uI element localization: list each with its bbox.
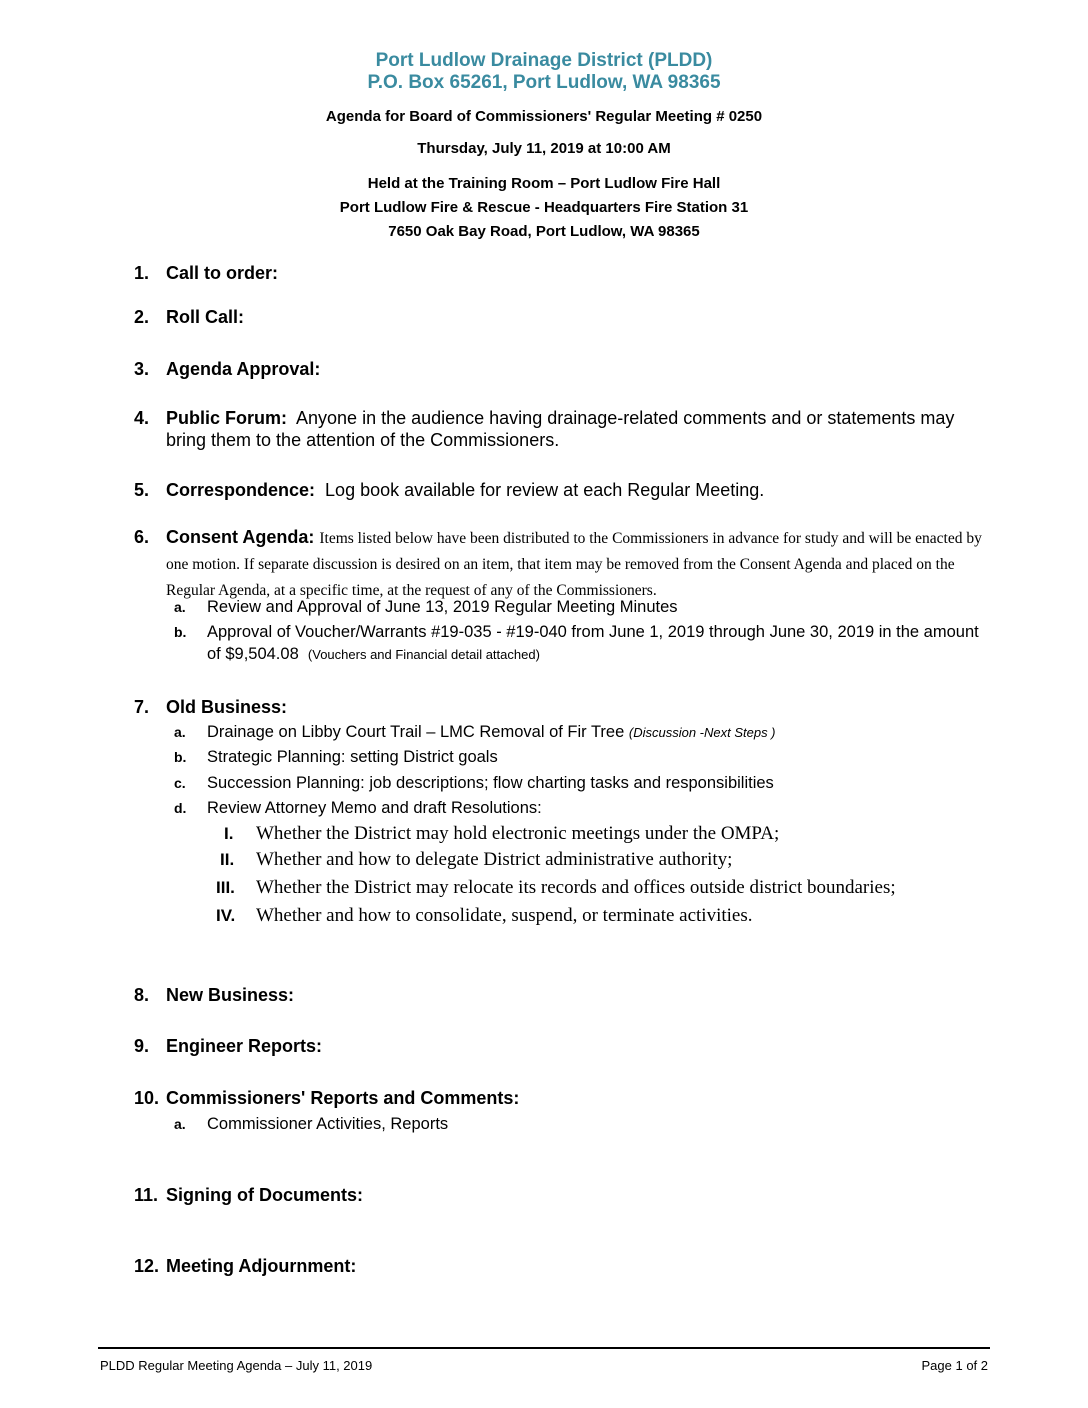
resolution-text: Whether the District may hold electronic meetings under the OMPA; xyxy=(256,823,780,844)
item-number: 2. xyxy=(134,307,150,327)
item-number: 8. xyxy=(134,985,150,1005)
subitem-note: (Discussion -Next Steps ) xyxy=(628,725,776,740)
item-title: Signing of Documents: xyxy=(166,1185,363,1205)
subitem-text: Drainage on Libby Court Trail – LMC Removal of Fir Tree xyxy=(207,723,625,741)
item-description: Log book available for review at each Regular Meeting. xyxy=(325,480,765,500)
subitem-text: Strategic Planning: setting District goals xyxy=(207,748,498,766)
item-title: New Business: xyxy=(166,985,295,1005)
roman-numeral: I. xyxy=(224,824,234,843)
subitem-text: Review Attorney Memo and draft Resolutions: xyxy=(207,799,542,817)
item-number: 7. xyxy=(134,697,150,717)
agenda-title: Agenda for Board of Commissioners' Regular Meeting # 0250 xyxy=(325,108,763,125)
roman-numeral: III. xyxy=(216,878,235,897)
item-title: Engineer Reports: xyxy=(166,1036,323,1056)
document-header xyxy=(0,50,1088,244)
org-name: Port Ludlow Drainage District (PLDD) xyxy=(375,50,713,71)
item-title: Agenda Approval: xyxy=(166,359,321,379)
roman-numeral: IV. xyxy=(216,906,236,925)
item-description: Anyone in the audience having drainage-related comments and or statements may bring them to the attention of the Commissioners. xyxy=(166,408,955,450)
item-number: 10. xyxy=(134,1088,160,1108)
meeting-datetime: Thursday, July 11, 2019 at 10:00 AM xyxy=(417,140,671,157)
subitem-letter: c. xyxy=(174,775,186,791)
subitem-text: Approval of Voucher/Warrants #19-035 - #19-040 from June 1, 2019 through June 30, 2019 in the amount of $9,504.08 xyxy=(207,623,979,663)
subitem-letter: d. xyxy=(174,800,187,816)
subitem-text: Succession Planning: job descriptions; flow charting tasks and responsibilities xyxy=(207,774,774,792)
item-description: Items listed below have been distributed to the Commissioners in advance for study and will be enacted by one motion. If separate discussion is desired on an item, that item may be removed from the Consent Agenda and placed on the Regular Agenda, at a specific time, at the request of any of the Commissioners. xyxy=(166,530,982,599)
footer-page-number: Page 1 of 2 xyxy=(921,1358,988,1373)
resolution-text: Whether the District may relocate its records and offices outside district boundaries; xyxy=(256,877,896,898)
item-title: Public Forum: xyxy=(166,408,287,428)
item-number: 4. xyxy=(134,408,150,428)
subitem-letter: b. xyxy=(174,624,187,640)
item-number: 9. xyxy=(134,1036,150,1056)
venue-line-1: Held at the Training Room – Port Ludlow Fire Hall xyxy=(367,175,721,192)
subitem-letter: a. xyxy=(174,1116,186,1132)
subitem-text: Review and Approval of June 13, 2019 Regular Meeting Minutes xyxy=(207,598,678,616)
item-number: 1. xyxy=(134,263,150,283)
venue-line-2: Port Ludlow Fire & Rescue - Headquarters Fire Station 31 xyxy=(339,199,749,216)
subitem-text: Commissioner Activities, Reports xyxy=(207,1115,449,1133)
item-number: 11. xyxy=(134,1185,159,1205)
subitem-letter: a. xyxy=(174,724,186,740)
footer-divider xyxy=(98,1347,990,1349)
item-title: Meeting Adjournment: xyxy=(166,1256,357,1276)
org-address: P.O. Box 65261, Port Ludlow, WA 98365 xyxy=(367,72,721,93)
item-number: 3. xyxy=(134,359,150,379)
item-title: Call to order: xyxy=(166,263,279,283)
venue-line-3: 7650 Oak Bay Road, Port Ludlow, WA 98365 xyxy=(388,223,700,240)
subitem-letter: a. xyxy=(174,599,186,615)
item-title: Commissioners' Reports and Comments: xyxy=(166,1088,520,1108)
resolution-text: Whether and how to consolidate, suspend, or terminate activities. xyxy=(256,905,753,926)
subitem-note: (Vouchers and Financial detail attached) xyxy=(307,647,540,662)
item-title: Roll Call: xyxy=(166,307,245,327)
footer-document-title: PLDD Regular Meeting Agenda – July 11, 2019 xyxy=(100,1358,373,1373)
subitem-letter: b. xyxy=(174,749,187,765)
item-title: Old Business: xyxy=(166,697,288,717)
item-number: 5. xyxy=(134,480,150,500)
item-number: 6. xyxy=(134,527,150,547)
item-title: Consent Agenda: xyxy=(166,527,315,547)
item-title: Correspondence: xyxy=(166,480,316,500)
item-number: 12. xyxy=(134,1256,160,1276)
roman-numeral: II. xyxy=(220,850,235,869)
resolution-text: Whether and how to delegate District administrative authority; xyxy=(256,849,733,870)
